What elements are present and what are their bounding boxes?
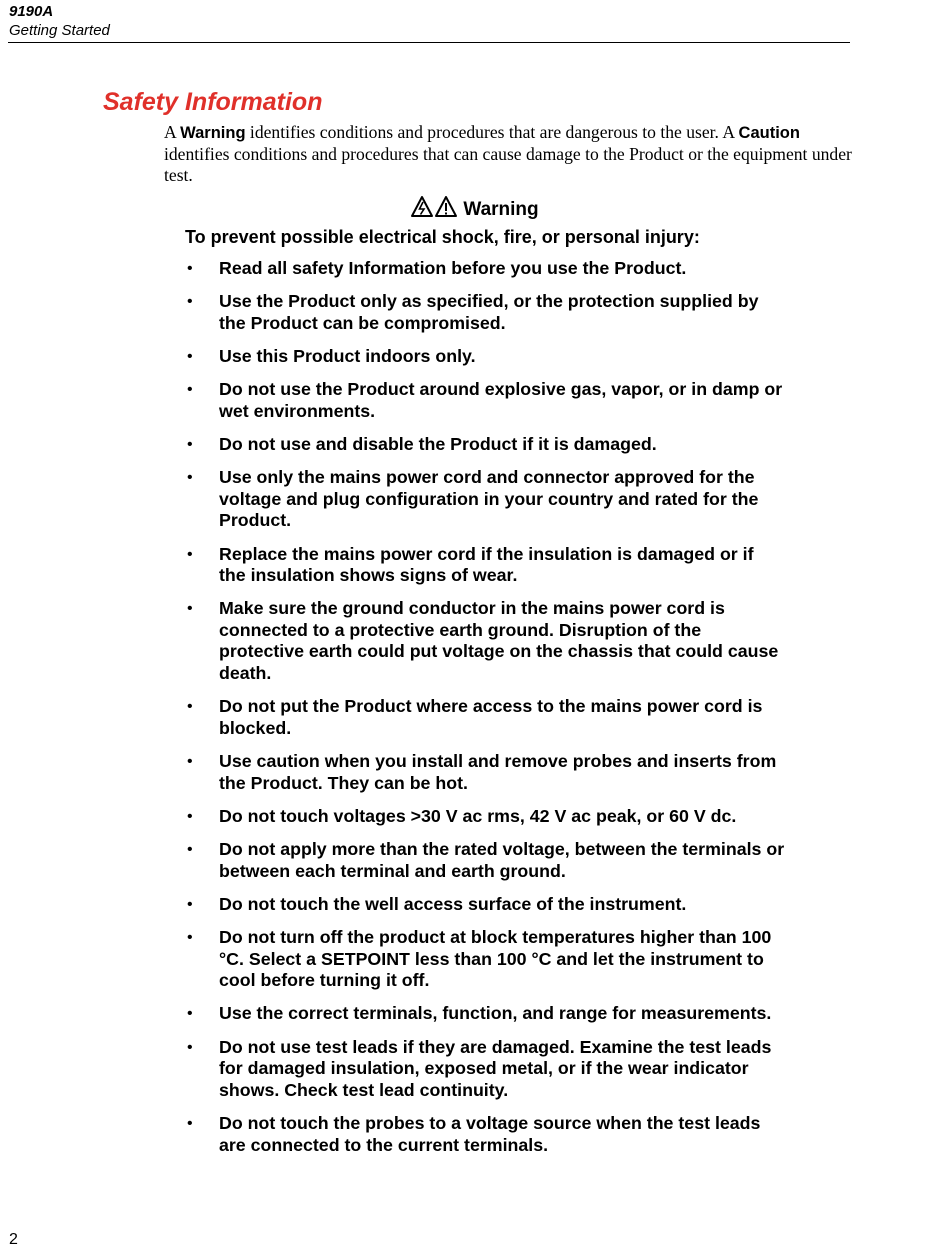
- bullet-glyph: •: [187, 600, 193, 618]
- electric-shock-warning-icon: [412, 197, 432, 216]
- bullet-text: Do not put the Product where access to the mains power cord is blocked.: [219, 696, 763, 738]
- bullet-item: [185, 598, 785, 684]
- bullet-text: Make sure the ground conductor in the mains power cord is connected to a protective earth ground. Disruption of the protective earth could put voltage on the chassis that could cause death.: [219, 598, 779, 684]
- bullet-glyph: •: [187, 469, 193, 487]
- bullet-text: Use this Product indoors only.: [219, 345, 476, 366]
- bullet-glyph: •: [187, 293, 193, 311]
- header-section: Getting Started: [9, 22, 110, 39]
- bullet-text: Do not apply more than the rated voltage, between the terminals or between each terminal and earth ground.: [219, 839, 785, 881]
- section-title: Safety Information: [103, 88, 323, 116]
- bullet-item: [185, 1003, 785, 1025]
- bullet-glyph: •: [187, 1005, 193, 1023]
- bullet-glyph: •: [187, 753, 193, 771]
- bullet-text: Do not touch the probes to a voltage source when the test leads are connected to the current terminals.: [219, 1112, 761, 1155]
- bullet-item: [185, 346, 785, 368]
- bullet-text: Use only the mains power cord and connector approved for the voltage and plug configuration in your country and rated for the Product.: [219, 467, 759, 531]
- bullet-item: [185, 434, 785, 456]
- caution-warning-icon: [436, 197, 456, 216]
- intro-warning-word: Warning: [180, 124, 246, 142]
- bullet-text: Replace the mains power cord if the insulation is damaged or if the insulation shows signs of wear.: [219, 543, 754, 586]
- header-divider: [8, 42, 850, 43]
- bullet-text: Do not use and disable the Product if it is damaged.: [219, 433, 657, 454]
- bullet-item: [185, 1037, 785, 1102]
- bullet-glyph: •: [187, 698, 193, 716]
- bullet-text: Do not touch the well access surface of the instrument.: [219, 893, 687, 914]
- bullet-text: Use the correct terminals, function, and range for measurements.: [219, 1003, 772, 1024]
- header-model: 9190A: [9, 3, 54, 20]
- bullet-glyph: •: [187, 841, 193, 858]
- bullet-glyph: •: [187, 928, 193, 946]
- bullet-text: Do not use the Product around explosive gas, vapor, or in damp or wet environments.: [219, 379, 783, 421]
- bullet-item: [185, 1113, 785, 1156]
- bullet-item: [185, 839, 785, 882]
- bullet-glyph: •: [187, 435, 193, 453]
- bullet-text: Use the Product only as specified, or the protection supplied by the Product can be compromised.: [219, 291, 759, 333]
- page-header: [9, 2, 110, 40]
- warning-icons: [411, 195, 459, 226]
- warning-heading: [0, 195, 950, 226]
- warning-bullet-list: [185, 258, 785, 1168]
- intro-text-3: identifies conditions and procedures that can cause damage to the Product or the equipment under test.: [164, 144, 852, 185]
- bullet-text: Do not turn off the product at block temperatures higher than 100 °C. Select a SETPOINT less than 100 °C and let the instrument to cool before turning it off.: [219, 926, 772, 991]
- bullet-text: Do not use test leads if they are damaged. Examine the test leads for damaged insulation, exposed metal, or if the wear indicator shows. Check test lead continuity.: [219, 1036, 772, 1100]
- bullet-glyph: •: [187, 381, 193, 399]
- bullet-item: [185, 544, 785, 587]
- bullet-glyph: •: [187, 1038, 193, 1056]
- bullet-glyph: •: [187, 545, 193, 563]
- bullet-item: [185, 696, 785, 739]
- bullet-glyph: •: [187, 260, 193, 277]
- bullet-glyph: •: [187, 347, 193, 365]
- warning-lead: To prevent possible electrical shock, fire, or personal injury:: [185, 227, 700, 247]
- bullet-text: Use caution when you install and remove probes and inserts from the Product. They can be hot.: [219, 751, 777, 793]
- bullet-item: [185, 258, 785, 280]
- bullet-glyph: •: [187, 895, 193, 913]
- bullet-glyph: •: [187, 1114, 193, 1132]
- bullet-item: [185, 806, 785, 828]
- bullet-item: [185, 927, 785, 992]
- warning-label: Warning: [463, 199, 539, 220]
- bullet-text: Do not touch voltages >30 V ac rms, 42 V ac peak, or 60 V dc.: [219, 805, 737, 826]
- bullet-item: [185, 291, 785, 334]
- bullet-text: Read all safety Information before you use the Product.: [219, 258, 687, 278]
- intro-caution-word: Caution: [738, 124, 800, 142]
- bullet-glyph: •: [187, 807, 193, 825]
- page-number: 2: [9, 1231, 18, 1248]
- bullet-item: [185, 894, 785, 916]
- intro-text-1: A: [164, 122, 181, 142]
- bullet-item: [185, 467, 785, 532]
- intro-paragraph: [164, 122, 854, 186]
- intro-text-2: identifies conditions and procedures that are dangerous to the user. A: [245, 122, 739, 142]
- bullet-item: [185, 379, 785, 422]
- bullet-item: [185, 751, 785, 794]
